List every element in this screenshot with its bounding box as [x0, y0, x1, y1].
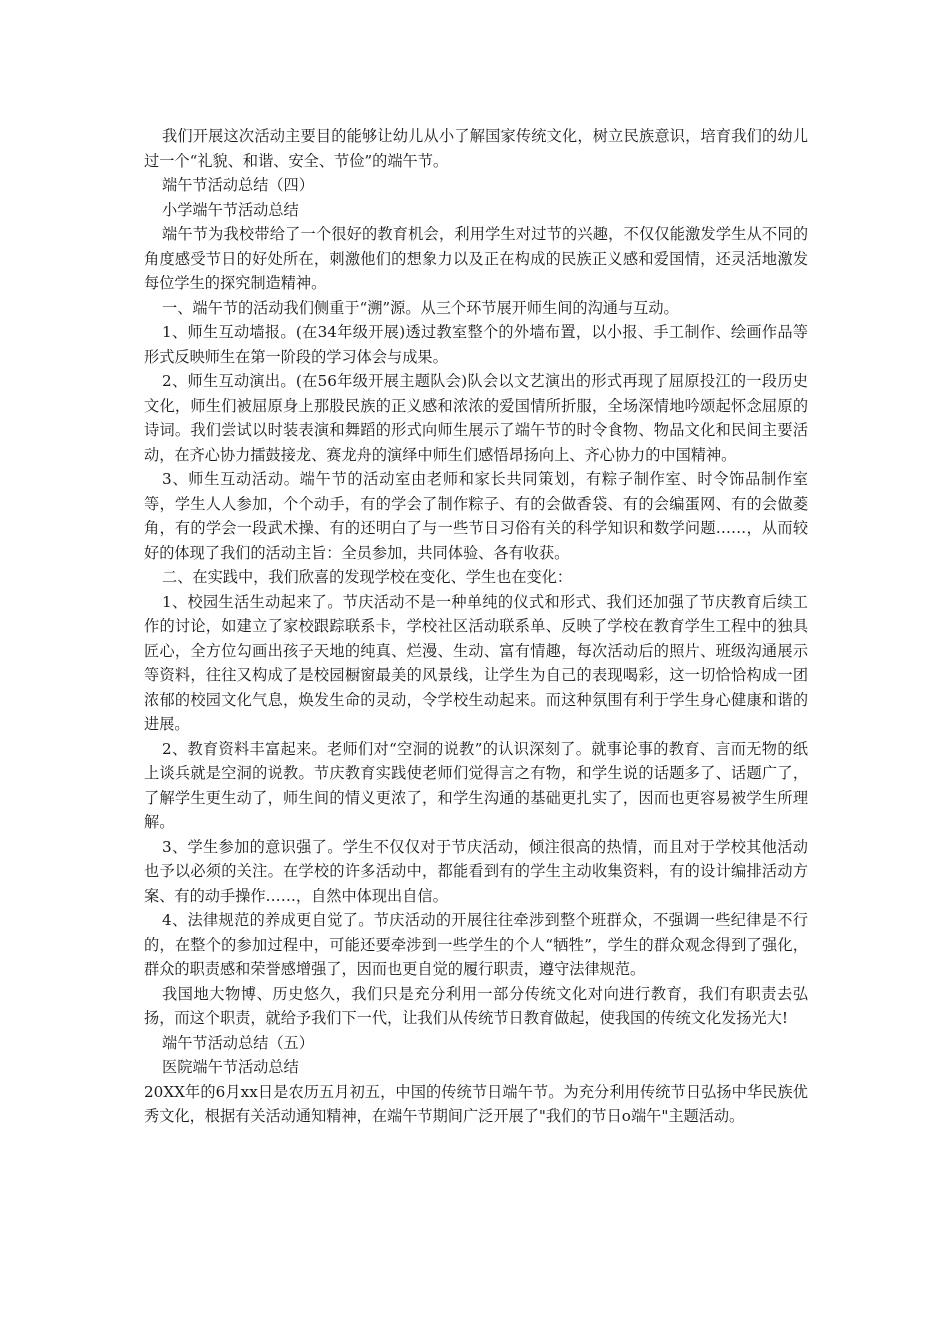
- section-subtitle-hospital: 医院端午节活动总结: [162, 1058, 299, 1076]
- paragraph-opportunity: 端午节为我校带给了一个很好的教育机会，利用学生对过节的兴趣，不仅仅能激发学生从不同的角度感受节日的好处所在，刺激他们的想象力以及正在构成的民族正义感和爱国情，还灵活地激发每位学生的探究制造精神。: [144, 225, 808, 292]
- paragraph-part-two: 二、在实践中，我们欣喜的发现学校在变化、学生也在变化：: [162, 568, 573, 586]
- paragraph-campus-life: 1、校园生活生动起来了。节庆活动不是一种单纯的仪式和形式、我们还加强了节庆教育后续工作的讨论，如建立了家校跟踪联系卡，学校社区活动联系单、反映了学校在教育学生工程中的独具匠心，全方位勾画出孩子天地的纯真、烂漫、生动、富有情趣，每次活动后的照片、班级沟通展示等资料，往往又构成了是校园橱窗最美的风景线，让学生为自己的表现喝彩，这一切恰恰构成一团浓郁的校园文化气息，焕发生命的灵动，令学校生动起来。而这种氛围有利于学生身心健康和谐的进展。: [144, 592, 808, 733]
- paragraph-hospital-intro: 20XX年的6月xx日是农历五月初五，中国的传统节日端午节。为充分利用传统节日弘扬中华民族优秀文化，根据有关活动通知精神，在端午节期间广泛开展了"我们的节日o端午"主题活动。: [144, 1082, 808, 1125]
- paragraph-item-activities: 3、师生互动活动。端午节的活动室由老师和家长共同策划，有粽子制作室、时令饰品制作室等，学生人人参加，个个动手，有的学会了制作粽子、有的会做香袋、有的会编蛋网、有的会做菱角，有的学会一段武术操、有的还明白了与一些节日习俗有关的科学知识和数学问题……，从而较好的体现了我们的活动主旨：全员参加，共同体验、各有收获。: [144, 470, 808, 562]
- paragraph-conclusion: 我国地大物博、历史悠久，我们只是充分利用一部分传统文化对向进行教育，我们有职责去弘扬，而这个职责，就给予我们下一代，让我们从传统节日教育做起，使我国的传统文化发扬光大!: [144, 984, 808, 1027]
- paragraph-intro-goal: 我们开展这次活动主要目的能够让幼儿从小了解国家传统文化，树立民族意识，培育我们的幼儿过一个“礼貌、和谐、安全、节俭”的端午节。: [144, 127, 808, 170]
- paragraph-item-wall-newspaper: 1、师生互动墙报。(在34年级开展)透过教室整个的外墙布置，以小报、手工制作、绘画作品等形式反映师生在第一阶段的学习体会与成果。: [144, 323, 808, 366]
- section-heading-four: 端午节活动总结（四）: [162, 176, 314, 194]
- paragraph-discipline: 4、法律规范的养成更自觉了。节庆活动的开展往往牵涉到整个班群众，不强调一些纪律是不行的，在整个的参加过程中，可能还要牵涉到一些学生的个人“牺牲”，学生的群众观念得到了强化，群众的职责感和荣誉感增强了，因而也更自觉的履行职责，遵守法律规范。: [144, 911, 808, 978]
- paragraph-part-one: 一、端午节的活动我们侧重于“溯”源。从三个环节展开师生间的沟通与互动。: [162, 298, 679, 317]
- paragraph-item-performance: 2、师生互动演出。(在56年级开展主题队会)队会以文艺演出的形式再现了屈原投江的一段历史文化，师生们被屈原身上那股民族的正义感和浓浓的爱国情所折服，全场深情地吟颂起怀念屈原的诗词。我们尝试以时装表演和舞蹈的形式向师生展示了端午节的时令食物、物品文化和民间主要活动，在齐心协力擂鼓接龙、赛龙舟的演绎中师生们感悟昂扬向上、齐心协力的中国精神。: [144, 372, 808, 464]
- document-page: [144, 124, 808, 1129]
- paragraph-participation: 3、学生参加的意识强了。学生不仅仅对于节庆活动，倾注很高的热情，而且对于学校其他活动也予以必须的关注。在学校的许多活动中，都能看到有的学生主动收集资料，有的设计编排活动方案、有的动手操作……，自然中体现出自信。: [144, 837, 808, 905]
- section-subtitle-primary-school: 小学端午节活动总结: [162, 200, 299, 219]
- section-heading-five: 端午节活动总结（五）: [162, 1033, 314, 1052]
- paragraph-education-content: 2、教育资料丰富起来。老师们对“空洞的说教”的认识深刻了。就事论事的教育、言而无物的纸上谈兵就是空洞的说教。节庆教育实践使老师们觉得言之有物，和学生说的话题多了、话题广了，了解学生更生动了，师生间的情义更浓了，和学生沟通的基础更扎实了，因而也更容易被学生所理解。: [144, 739, 808, 831]
